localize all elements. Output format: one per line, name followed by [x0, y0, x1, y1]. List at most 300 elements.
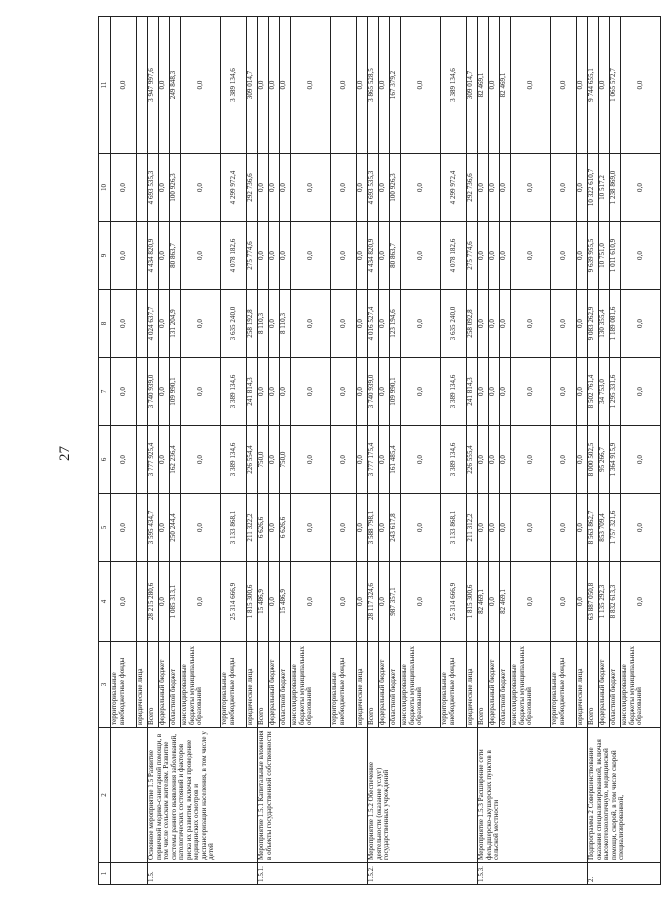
amount-cell: [137, 154, 148, 222]
funding-source: территориальные внебюджетные фонды: [331, 642, 357, 728]
amount-cell: [137, 494, 148, 562]
amount-cell: 0,0: [500, 426, 511, 494]
table-row: [111, 17, 137, 885]
amount-cell: 0,0: [331, 222, 357, 290]
amount-cell: 0,0: [621, 222, 661, 290]
amount-cell: 0,0: [111, 290, 137, 358]
amount-cell: 0,0: [159, 358, 170, 426]
amount-cell: 0,0: [500, 358, 511, 426]
amount-cell: 0,0: [621, 494, 661, 562]
amount-cell: 0,0: [401, 222, 441, 290]
amount-cell: 0,0: [577, 426, 588, 494]
amount-cell: 0,0: [269, 290, 280, 358]
amount-cell: 0,0: [401, 17, 441, 154]
amount-cell: 0,0: [551, 426, 577, 494]
amount-cell: 0,0: [379, 222, 390, 290]
column-number: 5: [99, 494, 111, 562]
amount-cell: 15 486,9: [258, 562, 269, 642]
amount-cell: 4 434 820,9: [368, 222, 379, 290]
funding-source: Всего: [588, 642, 599, 728]
amount-cell: 0,0: [489, 562, 500, 642]
amount-cell: 1 085 313,1: [170, 562, 181, 642]
amount-cell: 0,0: [577, 562, 588, 642]
amount-cell: 0,0: [621, 562, 661, 642]
amount-cell: 0,0: [331, 17, 357, 154]
amount-cell: 0,0: [357, 154, 368, 222]
amount-cell: 0,0: [291, 562, 331, 642]
funding-source: федеральный бюджет: [379, 642, 390, 728]
amount-cell: 3 133 868,1: [221, 494, 247, 562]
amount-cell: 0,0: [357, 494, 368, 562]
amount-cell: 0,0: [280, 154, 291, 222]
amount-cell: 0,0: [111, 17, 137, 154]
amount-cell: 0,0: [357, 562, 368, 642]
amount-cell: 0,0: [401, 290, 441, 358]
amount-cell: 109 990,1: [170, 358, 181, 426]
amount-cell: 0,0: [269, 358, 280, 426]
table-row: [588, 17, 599, 885]
amount-cell: 0,0: [111, 426, 137, 494]
amount-cell: 28 215 280,6: [148, 562, 159, 642]
funding-source: консолидированные бюджеты муниципальных образований: [621, 642, 661, 728]
funding-source: Всего: [258, 642, 269, 728]
funding-source: территориальные внебюджетные фонды: [111, 642, 137, 728]
amount-cell: 0,0: [478, 290, 489, 358]
amount-cell: 0,0: [511, 290, 551, 358]
amount-cell: 0,0: [331, 494, 357, 562]
amount-cell: 0,0: [181, 17, 221, 154]
amount-cell: 0,0: [291, 154, 331, 222]
amount-cell: 4 016 527,4: [368, 290, 379, 358]
funding-source: юридические лица: [137, 642, 148, 728]
amount-cell: 25 314 666,9: [221, 562, 247, 642]
funding-source: консолидированные бюджеты муниципальных образований: [401, 642, 441, 728]
amount-cell: 0,0: [181, 154, 221, 222]
amount-cell: 8 563 862,7: [588, 494, 599, 562]
table-row: [478, 17, 489, 885]
funding-source: консолидированные бюджеты муниципальных образований: [291, 642, 331, 728]
amount-cell: 131 204,9: [170, 290, 181, 358]
column-number: 10: [99, 154, 111, 222]
funding-source: областной бюджет: [500, 642, 511, 728]
amount-cell: 109 990,1: [390, 358, 401, 426]
amount-cell: 0,0: [379, 17, 390, 154]
amount-cell: [137, 17, 148, 154]
amount-cell: 0,0: [621, 358, 661, 426]
amount-cell: 0,0: [599, 17, 610, 154]
amount-cell: 0,0: [500, 154, 511, 222]
amount-cell: 1 757 321,6: [610, 494, 621, 562]
amount-cell: 3 389 134,6: [441, 426, 467, 494]
funding-source: областной бюджет: [170, 642, 181, 728]
funding-source: Всего: [478, 642, 489, 728]
item-title: Подпрограмма 2 Совершенствование оказания специализированной, включая высокотехнологичную, медицинской помощи, скорой, в том числе скорой специализированной,: [588, 728, 661, 863]
column-number: 3: [99, 642, 111, 728]
item-number: 1.5.1.: [258, 863, 368, 885]
amount-cell: 211 312,2: [467, 494, 478, 562]
amount-cell: 1 815 300,6: [247, 562, 258, 642]
column-number: 8: [99, 290, 111, 358]
amount-cell: 0,0: [621, 17, 661, 154]
amount-cell: [137, 222, 148, 290]
amount-cell: 0,0: [331, 562, 357, 642]
amount-cell: 275 774,6: [247, 222, 258, 290]
amount-cell: 4 299 972,4: [221, 154, 247, 222]
amount-cell: 0,0: [269, 494, 280, 562]
amount-cell: 309 014,7: [247, 17, 258, 154]
amount-cell: 6 626,6: [258, 494, 269, 562]
amount-cell: 3 389 134,6: [221, 17, 247, 154]
amount-cell: 0,0: [577, 17, 588, 154]
item-title: Основное мероприятие 1.5 Развитие первичной медико-санитарной помощи, в том числе сельским жителям. Развитие системы раннего выявления заболеваний, патологических состояний и факторов риска их развития, включая проведение медицинских осмотров и диспансеризации населения, в том числе у детей: [148, 728, 258, 863]
item-title: Мероприятие 1.5.1 Капитальные вложения в объекты государственной собственности: [258, 728, 368, 863]
column-number: 2: [99, 728, 111, 863]
amount-cell: 0,0: [181, 290, 221, 358]
funding-source: федеральный бюджет: [159, 642, 170, 728]
amount-cell: 0,0: [331, 358, 357, 426]
amount-cell: 258 192,8: [247, 290, 258, 358]
amount-cell: 28 117 324,6: [368, 562, 379, 642]
amount-cell: 1 011 610,9: [610, 222, 621, 290]
amount-cell: 0,0: [577, 290, 588, 358]
amount-cell: 0,0: [551, 222, 577, 290]
amount-cell: 853 709,4: [599, 494, 610, 562]
table-row: [258, 17, 269, 885]
rotated-page: [82, 0, 644, 905]
amount-cell: 0,0: [577, 358, 588, 426]
amount-cell: 750,0: [258, 426, 269, 494]
amount-cell: 241 814,3: [467, 358, 478, 426]
amount-cell: 0,0: [478, 426, 489, 494]
amount-cell: 0,0: [379, 290, 390, 358]
item-number: 1.5.: [148, 863, 258, 885]
amount-cell: 0,0: [478, 222, 489, 290]
amount-cell: 0,0: [489, 290, 500, 358]
amount-cell: 8 502 761,4: [588, 358, 599, 426]
amount-cell: 161 485,4: [390, 426, 401, 494]
amount-cell: 0,0: [489, 358, 500, 426]
amount-cell: 0,0: [357, 290, 368, 358]
amount-cell: 0,0: [280, 358, 291, 426]
amount-cell: 4 078 182,6: [221, 222, 247, 290]
amount-cell: 0,0: [181, 358, 221, 426]
amount-cell: 63 887 050,8: [588, 562, 599, 642]
amount-cell: 0,0: [379, 494, 390, 562]
funding-source: юридические лица: [577, 642, 588, 728]
amount-cell: 3 740 939,0: [148, 358, 159, 426]
amount-cell: 3 389 134,6: [441, 358, 467, 426]
funding-source: областной бюджет: [280, 642, 291, 728]
amount-cell: 0,0: [280, 222, 291, 290]
amount-cell: 0,0: [331, 154, 357, 222]
amount-cell: 1 135 292,3: [599, 562, 610, 642]
funding-source: Всего: [368, 642, 379, 728]
amount-cell: 10 517,2: [599, 154, 610, 222]
amount-cell: 750,0: [280, 426, 291, 494]
funding-source: Всего: [148, 642, 159, 728]
amount-cell: 0,0: [511, 494, 551, 562]
amount-cell: 4 024 637,7: [148, 290, 159, 358]
amount-cell: 226 554,4: [247, 426, 258, 494]
amount-cell: 15 486,9: [280, 562, 291, 642]
amount-cell: 8 110,3: [258, 290, 269, 358]
budget-table: [98, 16, 661, 885]
amount-cell: 34 753,0: [599, 358, 610, 426]
amount-cell: 0,0: [181, 222, 221, 290]
amount-cell: 0,0: [511, 562, 551, 642]
amount-cell: 82 469,1: [478, 17, 489, 154]
amount-cell: 987 357,1: [390, 562, 401, 642]
amount-cell: 0,0: [159, 154, 170, 222]
amount-cell: 0,0: [489, 494, 500, 562]
amount-cell: 0,0: [401, 494, 441, 562]
amount-cell: 9 639 955,5: [588, 222, 599, 290]
amount-cell: 275 774,6: [467, 222, 478, 290]
amount-cell: 0,0: [551, 17, 577, 154]
item-number: 1.5.2.: [368, 863, 478, 885]
column-number: 9: [99, 222, 111, 290]
amount-cell: 0,0: [551, 562, 577, 642]
amount-cell: 123 194,6: [390, 290, 401, 358]
amount-cell: 80 863,7: [390, 222, 401, 290]
amount-cell: 6 626,6: [280, 494, 291, 562]
amount-cell: 3 389 134,6: [221, 358, 247, 426]
amount-cell: 241 814,3: [247, 358, 258, 426]
amount-cell: 1 065 572,7: [610, 17, 621, 154]
amount-cell: 0,0: [511, 154, 551, 222]
amount-cell: 0,0: [291, 222, 331, 290]
amount-cell: 3 740 939,0: [368, 358, 379, 426]
amount-cell: 0,0: [159, 17, 170, 154]
column-number: 1: [99, 863, 111, 885]
amount-cell: 8 832 613,3: [610, 562, 621, 642]
amount-cell: [137, 290, 148, 358]
amount-cell: 0,0: [159, 426, 170, 494]
amount-cell: 0,0: [331, 426, 357, 494]
amount-cell: 82 469,1: [500, 562, 511, 642]
amount-cell: 0,0: [331, 290, 357, 358]
amount-cell: 0,0: [401, 562, 441, 642]
amount-cell: 8 110,3: [280, 290, 291, 358]
amount-cell: 1 295 331,6: [610, 358, 621, 426]
amount-cell: 130 355,4: [599, 290, 610, 358]
amount-cell: 4 434 820,9: [148, 222, 159, 290]
funding-source: федеральный бюджет: [599, 642, 610, 728]
funding-source: юридические лица: [357, 642, 368, 728]
amount-cell: 0,0: [379, 154, 390, 222]
amount-cell: 4 693 535,3: [148, 154, 159, 222]
amount-cell: 0,0: [577, 222, 588, 290]
funding-source: областной бюджет: [390, 642, 401, 728]
amount-cell: 4 299 972,4: [441, 154, 467, 222]
amount-cell: 0,0: [291, 290, 331, 358]
amount-cell: 0,0: [159, 222, 170, 290]
amount-cell: 0,0: [489, 17, 500, 154]
table-body: [99, 17, 661, 885]
amount-cell: 0,0: [379, 358, 390, 426]
amount-cell: 0,0: [511, 358, 551, 426]
amount-cell: 0,0: [258, 17, 269, 154]
funding-source: юридические лица: [467, 642, 478, 728]
column-number: 6: [99, 426, 111, 494]
amount-cell: 25 314 666,9: [441, 562, 467, 642]
amount-cell: 100 926,3: [390, 154, 401, 222]
funding-source: территориальные внебюджетные фонды: [221, 642, 247, 728]
amount-cell: 0,0: [181, 562, 221, 642]
amount-cell: [137, 358, 148, 426]
amount-cell: 3 595 434,7: [148, 494, 159, 562]
item-title: [111, 728, 148, 863]
amount-cell: 1 815 300,6: [467, 562, 478, 642]
amount-cell: 0,0: [621, 154, 661, 222]
funding-source: территориальные внебюджетные фонды: [441, 642, 467, 728]
amount-cell: 0,0: [291, 426, 331, 494]
amount-cell: 0,0: [181, 494, 221, 562]
amount-cell: 162 236,4: [170, 426, 181, 494]
amount-cell: 9 083 262,9: [588, 290, 599, 358]
item-title: Мероприятие 1.5.2 Обеспечение деятельности (оказание услуг) государственных учреждений: [368, 728, 478, 863]
item-number: 1.5.3.: [478, 863, 588, 885]
amount-cell: 0,0: [489, 222, 500, 290]
amount-cell: 0,0: [621, 290, 661, 358]
amount-cell: 3 947 997,6: [148, 17, 159, 154]
amount-cell: 0,0: [357, 358, 368, 426]
amount-cell: 243 617,8: [390, 494, 401, 562]
funding-source: юридические лица: [247, 642, 258, 728]
amount-cell: 0,0: [111, 358, 137, 426]
amount-cell: 0,0: [511, 17, 551, 154]
table-row: [148, 17, 159, 885]
amount-cell: 0,0: [401, 154, 441, 222]
amount-cell: 292 736,6: [467, 154, 478, 222]
amount-cell: 80 863,7: [170, 222, 181, 290]
item-number: [111, 863, 148, 885]
amount-cell: 4 078 182,6: [441, 222, 467, 290]
funding-source: консолидированные бюджеты муниципальных образований: [511, 642, 551, 728]
amount-cell: 3 389 134,6: [221, 426, 247, 494]
amount-cell: 0,0: [478, 154, 489, 222]
amount-cell: 0,0: [111, 494, 137, 562]
amount-cell: 0,0: [401, 358, 441, 426]
amount-cell: 0,0: [269, 426, 280, 494]
amount-cell: 100 926,3: [170, 154, 181, 222]
amount-cell: 3 635 240,0: [221, 290, 247, 358]
amount-cell: 0,0: [111, 222, 137, 290]
amount-cell: 8 000 502,5: [588, 426, 599, 494]
amount-cell: 0,0: [291, 358, 331, 426]
column-number: 4: [99, 562, 111, 642]
amount-cell: [137, 562, 148, 642]
amount-cell: 0,0: [258, 222, 269, 290]
column-number: 11: [99, 17, 111, 154]
amount-cell: 309 014,7: [467, 17, 478, 154]
amount-cell: 0,0: [379, 562, 390, 642]
funding-source: консолидированные бюджеты муниципальных образований: [181, 642, 221, 728]
amount-cell: 0,0: [489, 154, 500, 222]
amount-cell: 0,0: [111, 154, 137, 222]
page-number: 27: [57, 446, 73, 461]
amount-cell: 167 379,2: [390, 17, 401, 154]
column-number-row: [99, 17, 111, 885]
amount-cell: 0,0: [489, 426, 500, 494]
amount-cell: 0,0: [159, 494, 170, 562]
amount-cell: 10 751,0: [599, 222, 610, 290]
amount-cell: 226 555,4: [467, 426, 478, 494]
amount-cell: 0,0: [577, 154, 588, 222]
amount-cell: 0,0: [280, 17, 291, 154]
amount-cell: 0,0: [478, 358, 489, 426]
amount-cell: 0,0: [500, 222, 511, 290]
amount-cell: 0,0: [478, 494, 489, 562]
amount-cell: 10 322 610,7: [588, 154, 599, 222]
amount-cell: 0,0: [357, 222, 368, 290]
funding-source: областной бюджет: [610, 642, 621, 728]
column-number: 7: [99, 358, 111, 426]
amount-cell: 0,0: [551, 154, 577, 222]
amount-cell: 0,0: [291, 494, 331, 562]
amount-cell: 95 266,7: [599, 426, 610, 494]
amount-cell: 3 133 868,1: [441, 494, 467, 562]
amount-cell: 4 693 535,3: [368, 154, 379, 222]
item-title: Мероприятие 1.5.3 Расширение сети фельдшерско-акушерских пунктов в сельской местности: [478, 728, 588, 863]
amount-cell: 0,0: [181, 426, 221, 494]
amount-cell: 3 777 175,4: [368, 426, 379, 494]
amount-cell: 0,0: [551, 358, 577, 426]
amount-cell: 1 189 081,6: [610, 290, 621, 358]
amount-cell: 0,0: [511, 222, 551, 290]
amount-cell: 0,0: [159, 562, 170, 642]
amount-cell: 258 092,8: [467, 290, 478, 358]
amount-cell: 0,0: [111, 562, 137, 642]
amount-cell: 0,0: [357, 17, 368, 154]
amount-cell: 0,0: [159, 290, 170, 358]
amount-cell: 0,0: [401, 426, 441, 494]
table-row: [368, 17, 379, 885]
amount-cell: 0,0: [621, 426, 661, 494]
amount-cell: 3 635 240,0: [441, 290, 467, 358]
amount-cell: 0,0: [291, 17, 331, 154]
amount-cell: 3 588 798,1: [368, 494, 379, 562]
amount-cell: 0,0: [551, 290, 577, 358]
amount-cell: 3 777 925,4: [148, 426, 159, 494]
amount-cell: 249 848,3: [170, 17, 181, 154]
amount-cell: 0,0: [577, 494, 588, 562]
amount-cell: 0,0: [269, 17, 280, 154]
amount-cell: 3 389 134,6: [441, 17, 467, 154]
amount-cell: 0,0: [269, 562, 280, 642]
amount-cell: 0,0: [551, 494, 577, 562]
amount-cell: 0,0: [379, 426, 390, 494]
amount-cell: [137, 426, 148, 494]
amount-cell: 0,0: [269, 222, 280, 290]
amount-cell: 0,0: [258, 358, 269, 426]
amount-cell: 0,0: [357, 426, 368, 494]
funding-source: федеральный бюджет: [489, 642, 500, 728]
funding-source: территориальные внебюджетные фонды: [551, 642, 577, 728]
amount-cell: 9 744 655,1: [588, 17, 599, 154]
amount-cell: 0,0: [500, 290, 511, 358]
amount-cell: 82 469,1: [500, 17, 511, 154]
amount-cell: 82 469,1: [478, 562, 489, 642]
amount-cell: 0,0: [258, 154, 269, 222]
amount-cell: 3 865 528,5: [368, 17, 379, 154]
amount-cell: 1 364 915,9: [610, 426, 621, 494]
funding-source: федеральный бюджет: [269, 642, 280, 728]
amount-cell: 0,0: [500, 494, 511, 562]
amount-cell: 292 736,6: [247, 154, 258, 222]
amount-cell: 250 244,4: [170, 494, 181, 562]
amount-cell: 0,0: [511, 426, 551, 494]
